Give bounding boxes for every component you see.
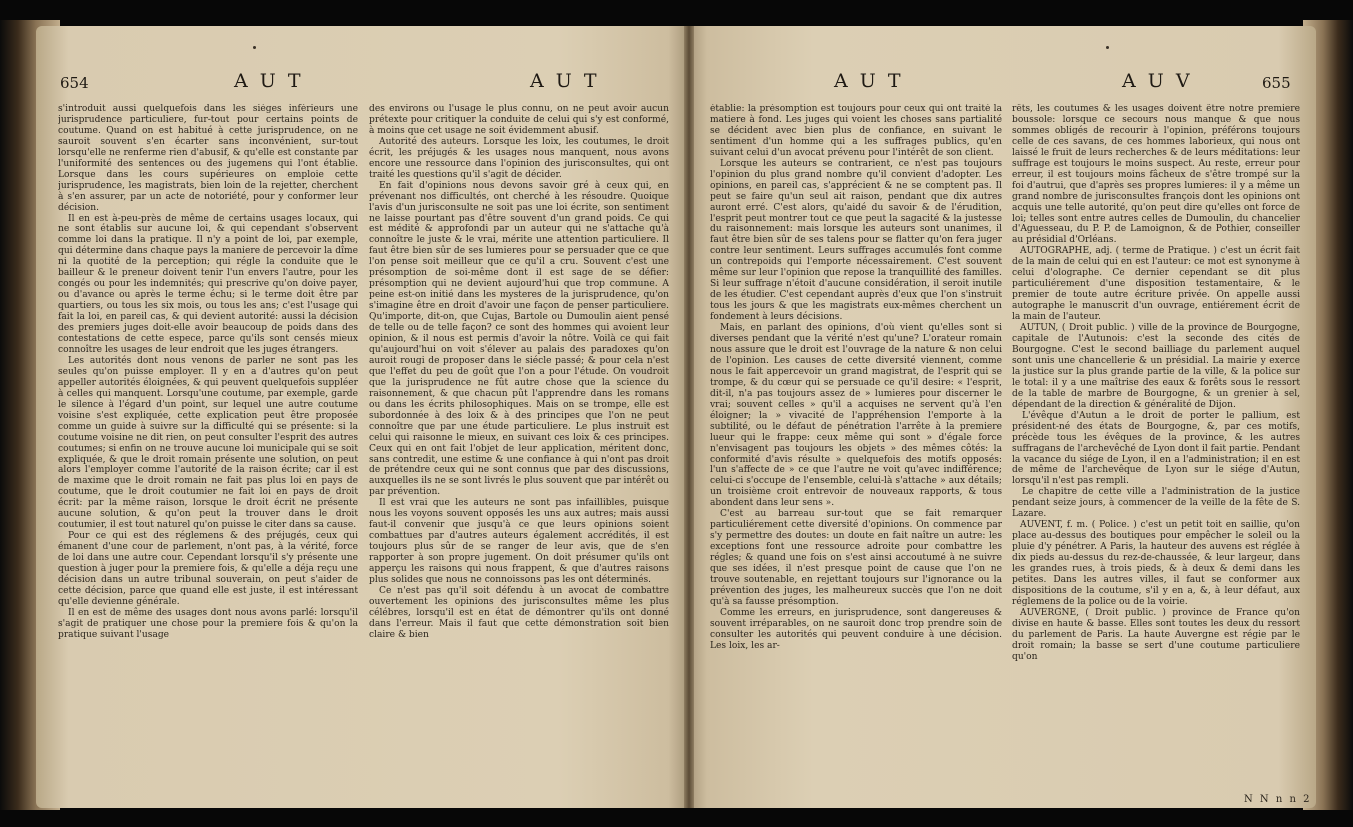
dictionary-entry-autun: AUTUN, ( Droit public. ) ville de la province de Bourgogne, capitale de l'Autunois: c'est la seconde des cités de Bourgogne. C'est le second bailliage du parlement auquel sont unis une chancellerie & un présidial. La mairie y exerce la justice sur la plus grande partie de la ville, & la police sur le total: il y a une maîtrise des eaux & forêts sous le ressort de la table de marbre de Bourgogne, & un grenier à sel, dépendant de la direction & généralité de Dijon. (1012, 323, 1300, 410)
paragraph: rêts, les coutumes & les usages doivent être notre premiere boussole: lorsque ce secours nous manque & que nous sommes obligés de recourir à l'opinion, préférons toujours celle de ces savans, de ces hommes laborieux, qui nous ont laissé le fruit de leurs recherches & de leurs méditations: leur suffrage est toujours le moins suspect. Au reste, erreur pour erreur, il est toujours moins fâcheux de s'être trompé sur la foi d'autrui, que d'après ses propres lumieres: il y a même un grand nombre de jurisconsultes françois dont les opinions ont acquis une telle autorité, qu'on peut dire qu'elles ont force de loi; telles sont entre autres celles de Dumoulin, du chancelier d'Aguesseau, du P. P. de Lamoignon, & de Pothier, conseiller au présidial d'Orléans. (1012, 104, 1300, 246)
paragraph: C'est au barreau sur-tout que se fait remarquer particuliérement cette diversité d'opinions. On commence par s'y permettre des doutes: un doute en fait naître un autre: les exceptions font une ressource adroite pour combattre les régles; & quand une fois on s'est ainsi accoutumé à ne suivre que ses idées, il n'est presque point de cause que l'on ne trouve soutenable, en rejettant toujours sur l'ignorance ou la prévention des juges, les malheureux succès que l'on ne doit qu'à sa fausse présomption. (710, 509, 1002, 607)
signature-mark: N N n n 2 (1244, 794, 1312, 805)
paragraph: Autorité des auteurs. Lorsque les loix, les coutumes, le droit écrit, les préjugés & les usages nous manquent, nous avons encore une ressource dans l'opinion des jurisconsultes, qui ont traité les questions qu'il s'agit de décider. (369, 136, 669, 180)
page-mark (253, 46, 256, 49)
book-gutter (684, 26, 694, 808)
page-number-left: 654 (60, 74, 89, 92)
right-page-column-1 (710, 104, 1002, 808)
paragraph: des environs ou l'usage le plus connu, on ne peut avoir aucun prétexte pour critiquer la conduite de celui qui s'y est conformé, à moins que cet usage ne soit évidemment abusif. (369, 104, 669, 136)
paragraph: Il en est à-peu-près de même de certains usages locaux, qui ne sont établis sur aucune loi, & qui cependant s'observent comme loi dans la pratique. Il n'y a point de loi, par exemple, qui détermine dans chaque pays la maniere de percevoir la dîme ni la quotité de la perception; qui régle la conduite que le bailleur & le preneur doivent tenir l'un envers l'autre, pour les congés ou pour les indemnités; qui prescrive qu'on doive payer, ou d'avance ou après le terme échu; si le terme doit être par quartiers, ou tous les six mois, ou tous les ans; c'est l'usage qui fait la loi, en pareil cas, & qui devient autorité: aussi la décision des premiers juges doit-elle avoir beaucoup de poids dans des contestations de cette espece, parce qu'ils sont censés mieux connoître les usages de leur endroit que les juges étrangers. (58, 213, 358, 355)
right-page-column-2 (1012, 104, 1300, 794)
paragraph: Il en est de même des usages dont nous avons parlé: lorsqu'il s'agit de pratiquer une chose pour la premiere fois & qu'on la pratique suivant l'usage (58, 607, 358, 640)
paragraph: établie: la présomption est toujours pour ceux qui ont traité la matiere à fond. Les juges qui voient les choses sans partialité se décident avec bien plus de confiance, en suivant le sentiment d'un homme qui a les suffrages publics, qu'en suivant celui d'un avocat prévenu pour l'intérêt de son client. (710, 104, 1002, 158)
paragraph: Lorsque les auteurs se contrarient, ce n'est pas toujours l'opinion du plus grand nombre qu'il convient d'adopter. Les opinions, en pareil cas, s'apprécient & ne se comptent pas. Il peut se faire qu'un seul ait raison, pendant que dix autres auront erré. C'est alors, qu'aidé du savoir & de l'érudition, l'esprit peut montrer tout ce que peut la sagacité & la justesse du raisonnement: mais lorsque les auteurs sont unanimes, il faut être bien sûr de ses talens pour se flatter qu'on fera juger contre leur sentiment. Leurs suffrages accumulés font comme un contrepoids qui l'emporte nécessairement. C'est souvent même sur leur l'opinion que repose la tranquillité des familles. Si leur suffrage n'étoit d'aucune considération, il seroit inutile de les étudier. C'est cependant auprès d'eux que l'on s'instruit tous les jours & que les magistrats eux-mêmes cherchent un fondement à leurs décisions. (710, 158, 1002, 323)
paragraph: L'évêque d'Autun a le droit de porter le pallium, est président-né des états de Bourgogne, &, par ces motifs, précède tous les évêques de la province, & les autres suffragans de l'archevêché de Lyon dont il fait partie. Pendant la vacance du siége de Lyon, il en a l'administration; il en est de même de l'archevêque de Lyon sur le siége d'Autun, lorsqu'il n'est pas rempli. (1012, 410, 1300, 487)
left-page-column-2 (369, 104, 669, 808)
dictionary-entry-autographe: AUTOGRAPHE, adj. ( terme de Pratique. ) c'est un écrit fait de la main de celui qui en est l'auteur: ce mot est synonyme à celui d'olographe. Ce dernier cependant se dit plus particuliérement d'une disposition testamentaire, & le premier de toute autre écriture privée. On appelle aussi autographe le manuscrit d'un ouvrage, entiérement écrit de la main de l'auteur. (1012, 246, 1300, 323)
paragraph: Comme les erreurs, en jurisprudence, sont dangereuses & souvent irréparables, on ne sauroit donc trop prendre soin de consulter les autorités qui peuvent conduire à une décision. Les loix, les ar- (710, 607, 1002, 651)
dictionary-entry-auvent: AUVENT, f. m. ( Police. ) c'est un petit toit en saillie, qu'on place au-dessus des boutiques pour empêcher le soleil ou la pluie d'y pénétrer. A Paris, la hauteur des auvens est réglée à dix pieds au-dessus du rez-de-chaussée, & leur largeur, dans les grandes rues, à trois pieds, & à deux & demi dans les petites. Dans les autres villes, il faut se conformer aux dispositions de la coutume, s'il y en a, &, à leur défaut, aux réglemens de la police ou de la voirie. (1012, 520, 1300, 607)
page-mark (1106, 46, 1109, 49)
page-number-right: 655 (1262, 74, 1291, 92)
left-page-column-1 (58, 104, 358, 808)
paragraph: En fait d'opinions nous devons savoir gré à ceux qui, en prévenant nos difficultés, ont cherché à les résoudre. Quoique l'avis d'un jurisconsulte ne soit pas une loi écrite, son sentiment ne laisse pourtant pas d'être souvent d'un grand poids. Ce qui est médité & approfondi par un auteur qui ne s'attache qu'à connoître le juste & le vrai, mérite une attention particuliere. Il faut être bien sûr de ses lumieres pour se persuader que ce que l'on pense soit meilleur que ce qu'il a cru. Souvent c'est une présomption de soi-même dont il est sage de se défier: présomption qui ne devient aujourd'hui que trop commune. A peine est-on initié dans les mysteres de la jurisprudence, qu'on s'imagine être en droit d'avoir une façon de penser particuliere. Qu'importe, dit-on, que Cujas, Bartole ou Dumoulin aient pensé de telle ou de telle façon? ce sont des hommes qui avoient leur opinion, & il nous est permis d'avoir la nôtre. Voilà ce qui fait qu'aujourd'hui on voit s'élever au palais des paradoxes qu'on auroit rougi de proposer dans le siécle passé; & pour cela n'est que l'effet du peu de goût que l'on a pour l'étude. On voudroit que la jurisprudence ne fût autre chose que la science du raisonnement, & que chacun pût l'apprendre dans les romans ou dans les écrits philosophiques. Mais on se trompe, elle est subordonnée à des loix & à des principes que l'on ne peut connoître que par une étude particuliere. Le plus instruit est celui qui raisonne le mieux, en suivant ces loix & ces principes. Ceux qui en ont fait l'objet de leur application, méritent donc, sans contredit, une estime & une confiance à qui n'ont pas droit de prétendre ceux qui ne sont connus que par des discussions, auxquelles ils ne se sont livrés le plus souvent que par intérêt ou par prévention. (369, 180, 669, 498)
paragraph: Ce n'est pas qu'il soit défendu à un avocat de combattre ouvertement les opinions des jurisconsultes même les plus célébres, lorsqu'il est en état de démontrer qu'ils ont donné dans l'erreur. Mais il faut que cette démonstration soit bien claire & bien (369, 585, 669, 640)
running-head-left-col1: A U T (234, 70, 304, 92)
dictionary-entry-auvergne: AUVERGNE, ( Droit public. ) province de France qu'on divise en haute & basse. Elles sont toutes les deux du ressort du parlement de Paris. La haute Auvergne est régie par le droit romain; la basse se sert d'une coutume particuliere qu'on (1012, 607, 1300, 662)
right-page (688, 26, 1316, 808)
paragraph: Les autorités dont nous venons de parler ne sont pas les seules qu'on puisse employer. Il y en a d'autres qu'on peut appeller autorités éloignées, & qui peuvent quelquefois suppléer à celles qui manquent. Lorsqu'une coutume, par exemple, garde le silence à l'égard d'un point, sur lequel une autre coutume voisine s'est expliquée, cette explication peut être proposée comme un guide à suivre sur la difficulté qui se présente: si la coutume voisine ne dit rien, on peut consulter l'esprit des autres coutumes; si enfin on ne trouve aucune loi municipale qui se soit expliquée, & que le droit romain présente une solution, on peut alors l'employer comme l'autorité de la raison écrite; car il est de maxime que le droit romain ne fait pas plus loi en pays de coutume, que le droit coutumier ne fait loi en pays de droit écrit: par la même raison, lorsque le droit écrit ne présente aucune solution, & qu'on peut la trouver dans le droit coutumier, il est tout naturel qu'on puisse le citer dans sa cause. (58, 355, 358, 531)
paragraph: Mais, en parlant des opinions, d'où vient qu'elles sont si diverses pendant que la vérité n'est qu'une? L'orateur romain nous assure que le droit est l'ouvrage de la nature & non celui de l'opinion. Les causes de cette diversité viennent, comme nous le fait appercevoir un grand magistrat, de l'esprit qui se trompe, & du cœur qui se persuade ce qu'il desire: « l'esprit, dit-il, n'a pas toujours assez de » lumieres pour discerner le vrai; souvent celles » qu'il a acquises ne servent qu'à l'en éloigner; la » vivacité de l'appréhension l'emporte à la subtilité, ou le défaut de pénétration l'arrête à la premiere lueur qui le frappe: ceux même qui sont » d'égale force n'envisagent pas toujours les objets » des mêmes côtés: la conformité d'avis résulte » quelquefois des motifs opposés: l'un s'affecte de » ce que l'autre ne voit qu'avec indifférence; celui-ci s'occupe de l'ensemble, celui-là s'attache » aux détails; un troisième croit entrevoir de nouveaux rapports, & tous abondent dans leur sens ». (710, 323, 1002, 509)
paragraph: Pour ce qui est des réglemens & des préjugés, ceux qui émanent d'une cour de parlement, n'ont pas, à la vérité, force de loi dans une autre cour. Cependant lorsqu'il s'y présente une question à juger pour la premiere fois, & qu'elle a déja reçu une décision dans un autre tribunal souverain, on peut s'aider de cette décision, parce que quand elle est juste, il est intéressant qu'elle devienne générale. (58, 531, 358, 607)
left-page (36, 26, 688, 808)
paragraph: s'introduit aussi quelquefois dans les siéges inférieurs une jurisprudence particuliere, fur-tout pour certains points de coutume. Quand on est habitué à cette jurisprudence, on ne sauroit souvent s'en écarter sans inconvénient, sur-tout lorsqu'elle ne renferme rien d'abusif, & qu'elle est constante par l'uniformité des sentences ou des jugemens qui l'ont établie. Lorsque dans les cours supérieures on emploie cette jurisprudence, les magistrats, bien loin de la rejetter, cherchent à s'en assurer, par un acte de notoriété, pour y conformer leur décision. (58, 104, 358, 213)
paragraph: Il est vrai que les auteurs ne sont pas infaillibles, puisque nous les voyons souvent opposés les uns aux autres; mais aussi faut-il convenir que jusqu'à ce que leurs opinions soient combattues par d'autres auteurs également accrédités, il est toujours plus sûr de se ranger de leur avis, que de s'en rapporter à son propre jugement. On doit présumer qu'ils ont apperçu les raisons qui nous frappent, & que d'autres raisons plus solides que nous ne connoissons pas les ont déterminés. (369, 498, 669, 585)
running-head-right-col1: A U T (834, 70, 904, 92)
paragraph: Le chapitre de cette ville a l'administration de la justice pendant seize jours, à commencer de la veille de la fête de S. Lazare. (1012, 487, 1300, 520)
running-head-right-col2: A U V (1122, 70, 1193, 92)
running-head-left-col2: A U T (530, 70, 600, 92)
